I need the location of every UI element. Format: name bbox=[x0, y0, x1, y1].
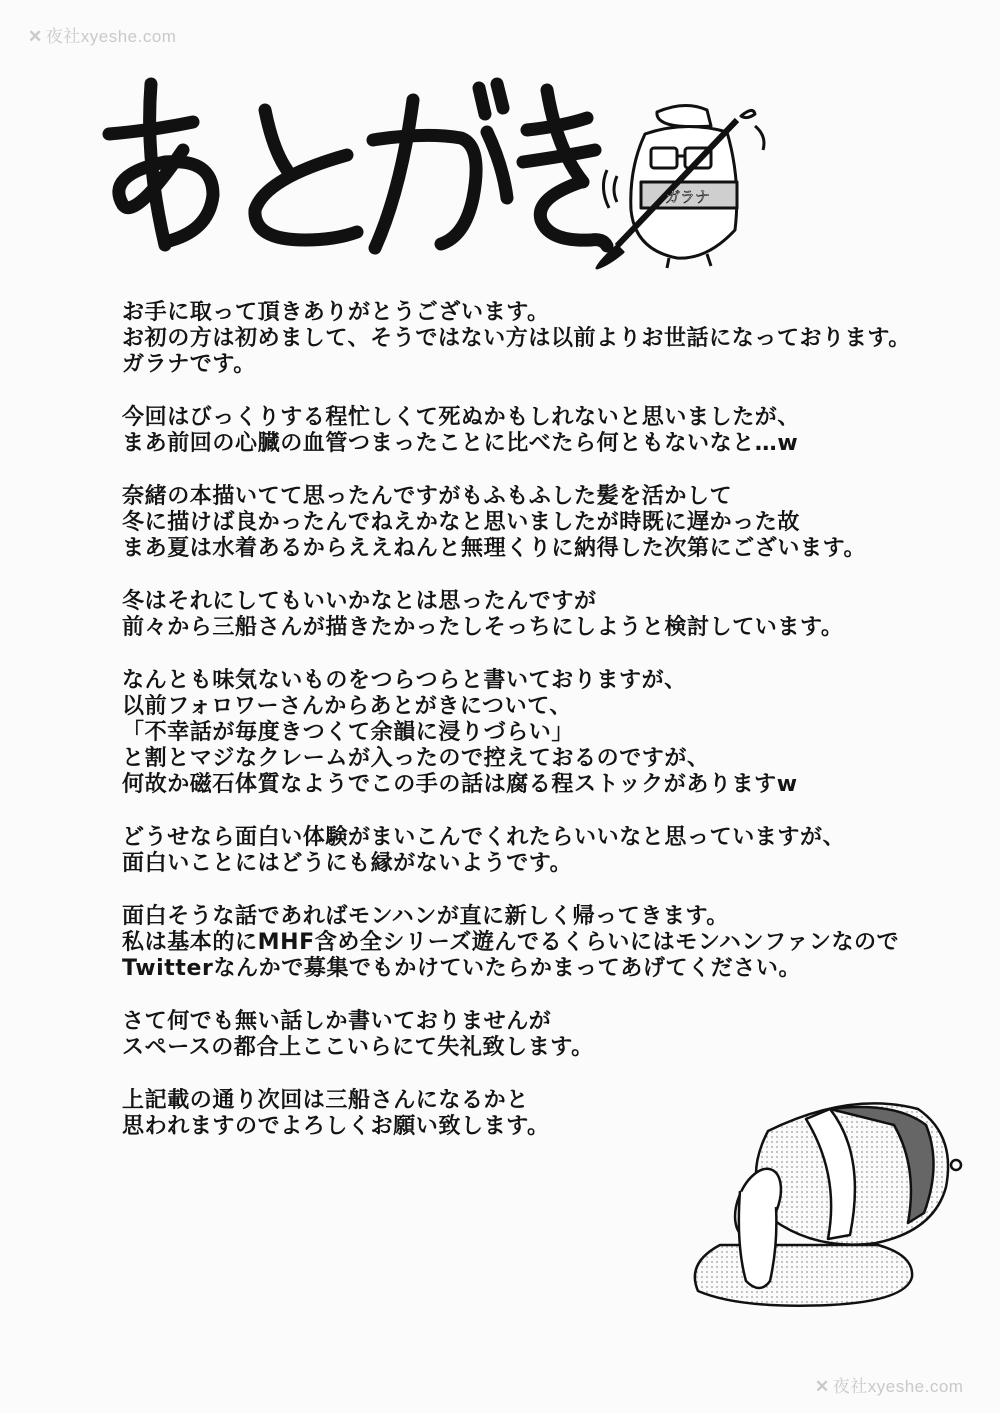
mascot-with-brush-illustration bbox=[595, 90, 775, 270]
text-line: 以前フォロワーさんからあとがきについて、 bbox=[122, 694, 573, 719]
watermark-bottom bbox=[815, 1372, 963, 1397]
paragraph bbox=[122, 1009, 942, 1061]
text-line: ガラナです。 bbox=[122, 352, 256, 377]
text-line: 冬はそれにしてもいいかなとは思ったんですが bbox=[122, 589, 597, 614]
text-line: Twitterなんかで募集でもかけていたらかまってあげてください。 bbox=[122, 956, 802, 981]
text-line: 何故か磁石体質なようでこの手の話は腐る程ストックがありますw bbox=[122, 772, 798, 797]
text-line: 面白いことにはどうにも縁がないようです。 bbox=[122, 851, 573, 876]
paragraph bbox=[122, 405, 942, 457]
paragraph bbox=[122, 300, 942, 378]
text-line: スペースの都合上ここいらにて失礼致します。 bbox=[122, 1035, 594, 1060]
text-line: 思われますのでよろしくお願い致します。 bbox=[122, 1114, 550, 1139]
text-line: まあ夏は水着あるからええねんと無理くりに納得した次第にございます。 bbox=[122, 536, 867, 561]
spilled-bottle-illustration bbox=[680, 1095, 970, 1315]
paragraph bbox=[122, 484, 942, 562]
watermark-x-icon: ✕ bbox=[28, 27, 43, 46]
watermark-x-icon: ✕ bbox=[815, 1377, 830, 1396]
text-line: なんとも味気ないものをつらつらと書いておりますが、 bbox=[122, 668, 687, 693]
text-line: どうせなら面白い体験がまいこんでくれたらいいなと思っていますが、 bbox=[122, 825, 846, 850]
paragraph bbox=[122, 589, 942, 641]
text-line: お初の方は初めまして、そうではない方は以前よりお世話になっております。 bbox=[122, 326, 911, 351]
text-line: 前々から三船さんが描きたかったしそっちにしようと検討しています。 bbox=[122, 615, 844, 640]
text-line: 奈緒の本描いてて思ったんですがもふもふした髪を活かして bbox=[122, 484, 733, 509]
watermark-top bbox=[28, 22, 176, 47]
text-line: さて何でも無い話しか書いておりませんが bbox=[122, 1009, 552, 1034]
handwritten-title-afterword bbox=[95, 70, 615, 270]
text-line: 上記載の通り次回は三船さんになるかと bbox=[122, 1088, 529, 1113]
text-line: お手に取って頂きありがとうございます。 bbox=[122, 300, 550, 325]
watermark-url: xyeshe.com bbox=[867, 1377, 964, 1396]
text-line: 今回はびっくりする程忙しくて死ぬかもしれないと思いましたが、 bbox=[122, 405, 801, 430]
watermark-url: xyeshe.com bbox=[80, 27, 177, 46]
afterword-body bbox=[122, 300, 942, 1167]
paragraph bbox=[122, 668, 942, 798]
text-line: まあ前回の心臓の血管つまったことに比べたら何ともないなと…w bbox=[122, 431, 799, 456]
watermark-brand: 夜社 bbox=[45, 27, 81, 46]
text-line: 冬に描けば良かったんでねえかなと思いましたが時既に遅かった故 bbox=[122, 510, 801, 535]
text-line: 私は基本的にMHF含め全シリーズ遊んでるくらいにはモンハンファンなので bbox=[122, 930, 900, 955]
paragraph bbox=[122, 825, 942, 877]
watermark-brand: 夜社 bbox=[832, 1377, 868, 1396]
paragraph bbox=[122, 904, 942, 982]
text-line: 面白そうな話であればモンハンが直に新しく帰ってきます。 bbox=[122, 904, 729, 929]
mascot-label-text: ガラナ bbox=[665, 188, 711, 206]
text-line: と割とマジなクレームが入ったので控えておるのですが、 bbox=[122, 746, 710, 771]
text-line: 「不幸話が毎度きつくて余韻に浸りづらい」 bbox=[122, 720, 575, 745]
